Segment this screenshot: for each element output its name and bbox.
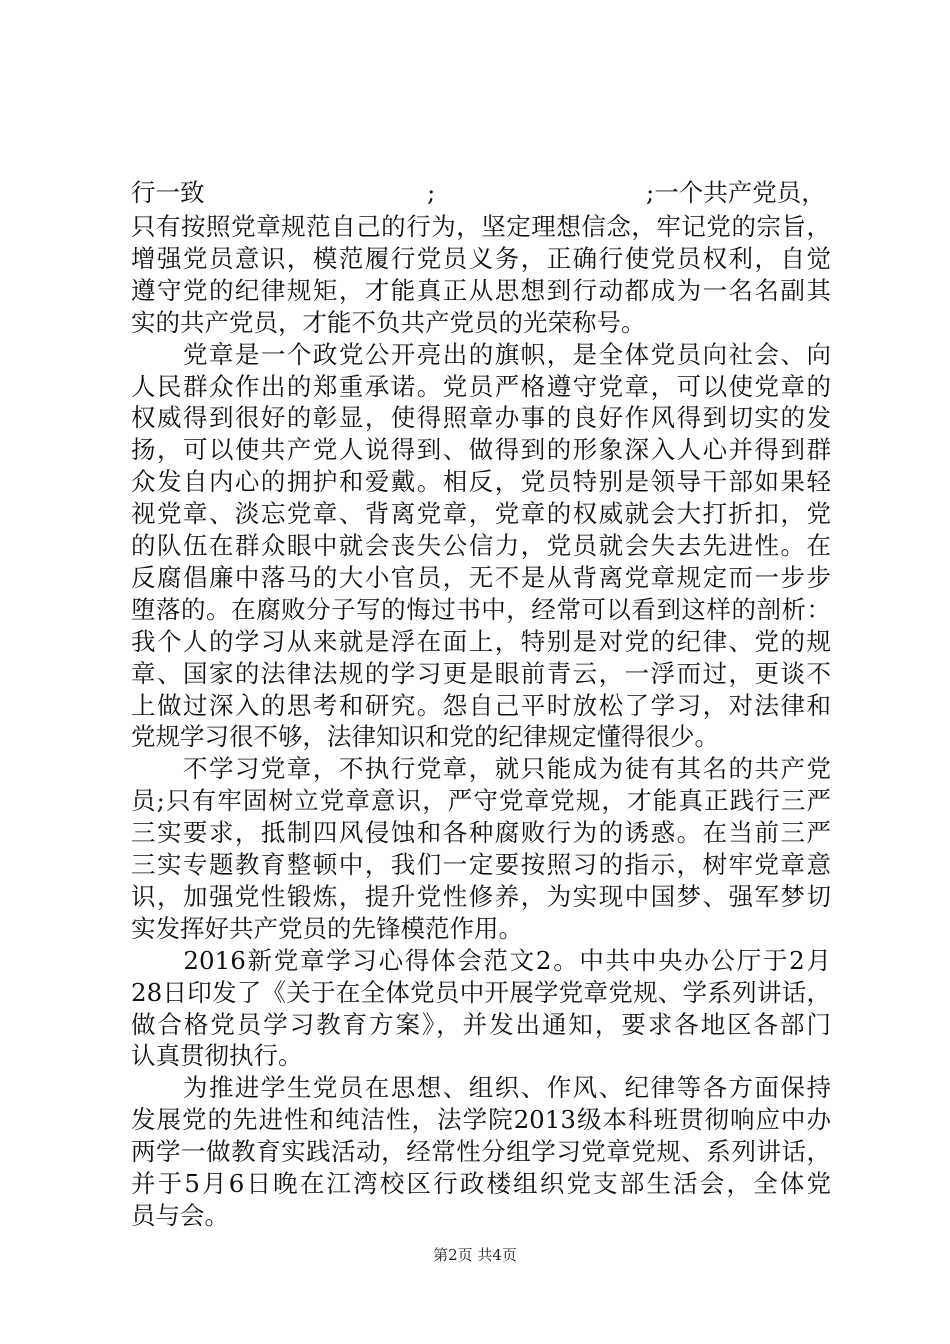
text-line: 遵守党的纪律规矩，才能真正从思想到行动都成为一名名副其 [131,275,831,305]
page-footer: 第2页 共4页 [433,1246,517,1264]
text-line: 视党章、淡忘党章、背离党章，党章的权威就会大打折扣，党 [131,499,831,529]
text-line: 的队伍在群众眼中就会丧失公信力，党员就会失去先进性。在 [131,531,831,560]
text-line: 实的共产党员，才能不负共产党员的光荣称号。 [131,307,646,337]
text-line: 上做过深入的思考和研究。怨自己平时放松了学习，对法律和 [131,690,831,720]
text-line: 增强党员意识，模范履行党员义务，正确行使党员权利，自觉 [131,243,831,273]
text-line: 员;只有牢固树立党章意识，严守党章党规，才能真正践行三严 [131,786,831,816]
text-line: 党章是一个政党公开亮出的旗帜，是全体党员向社会、向 [131,339,831,369]
text-line: 扬，可以使共产党人说得到、做得到的形象深入人心并得到群 [131,435,831,465]
text-line: 认真贯彻执行。 [131,1041,303,1071]
text-line: 众发自内心的拥护和爱戴。相反，党员特别是领导干部如果轻 [131,467,831,497]
text-line: 两学一做教育实践活动，经常性分组学习党章党规、系列讲话， [131,1137,831,1167]
first-line-semicolon: ; [427,178,436,207]
text-line: 反腐倡廉中落马的大小官员，无不是从背离党章规定而一步步 [131,562,831,592]
text-line: 实发挥好共产党员的先锋模范作用。 [131,913,523,943]
text-line: 做合格党员学习教育方案》，并发出通知，要求各地区各部门 [131,1009,831,1039]
text-line: 识，加强党性锻炼，提升党性修养，为实现中国梦、强军梦切 [131,881,831,911]
first-line-end: ;一个共产党员， [646,178,826,207]
text-line: 并于5月6日晚在江湾校区行政楼组织党支部生活会，全体党 [131,1169,831,1198]
text-line: 人民群众作出的郑重承诺。党员严格遵守党章，可以使党章的 [131,371,831,401]
text-line: 党规学习很不够，法律知识和党的纪律规定懂得很少。 [131,722,719,752]
text-line: 我个人的学习从来就是浮在面上，特别是对党的纪律、党的规 [131,626,831,656]
text-line: 堕落的。在腐败分子写的悔过书中，经常可以看到这样的剖析： [131,594,831,624]
text-line: 章、国家的法律法规的学习更是眼前青云，一浮而过，更谈不 [131,658,831,688]
text-line: 2016新党章学习心得体会范文2。中共中央办公厅于2月 [131,945,831,975]
text-line: 权威得到很好的彰显，使得照章办事的良好作风得到切实的发 [131,403,831,433]
text-line: 三实要求，抵制四风侵蚀和各种腐败行为的诱惑。在当前三严 [131,818,831,848]
text-line: 28日印发了《关于在全体党员中开展学党章党规、学系列讲话， [131,977,831,1007]
text-line: 三实专题教育整顿中，我们一定要按照习的指示，树牢党章意 [131,850,831,879]
text-line: 不学习党章，不执行党章，就只能成为徒有其名的共产党 [131,754,831,784]
first-line-start: 行一致 [131,178,205,207]
text-line: 为推进学生党员在思想、组织、作风、纪律等各方面保持 [131,1073,831,1103]
text-line: 员与会。 [131,1200,229,1230]
first-text-line [131,176,831,210]
text-line: 发展党的先进性和纯洁性，法学院2013级本科班贯彻响应中办 [131,1105,831,1135]
text-line: 只有按照党章规范自己的行为，坚定理想信念，牢记党的宗旨， [131,212,831,241]
